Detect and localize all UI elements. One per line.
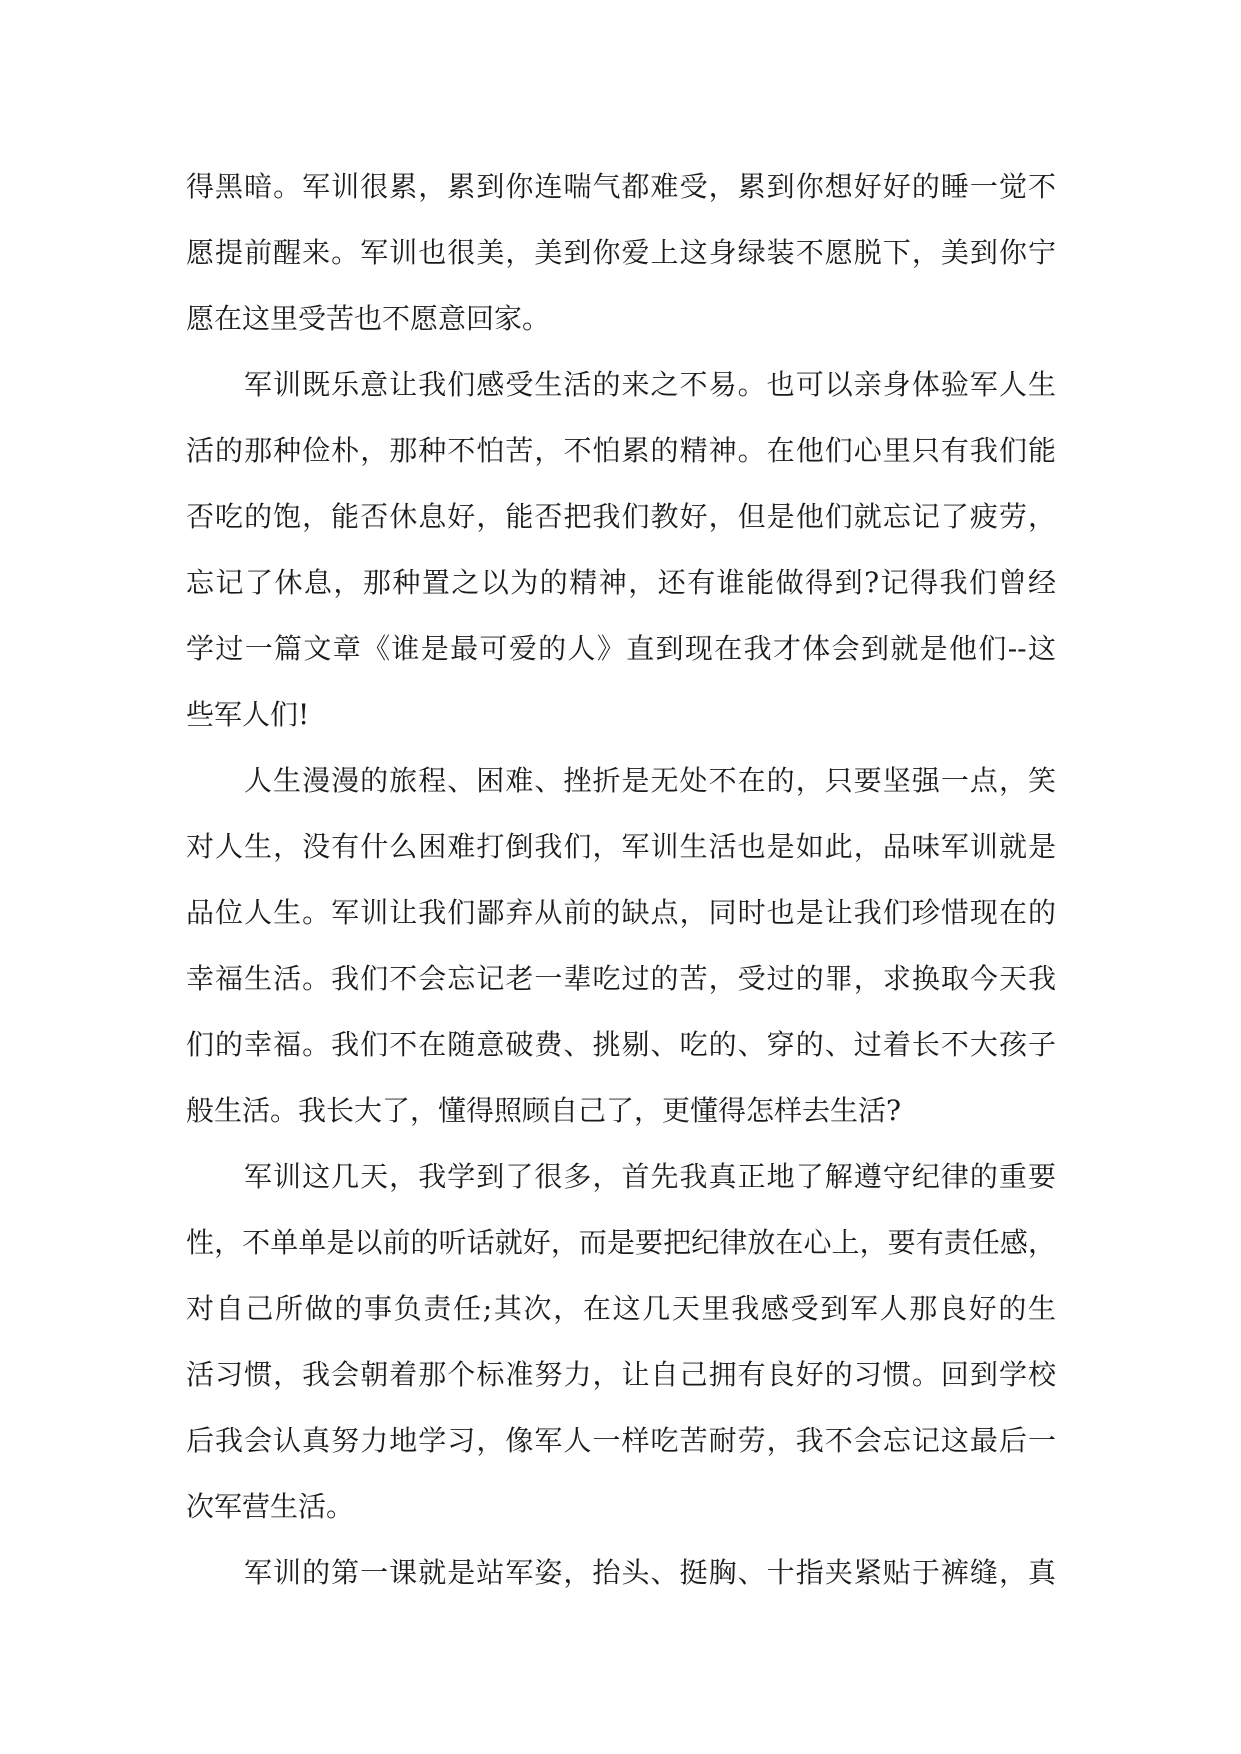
- text-line: 品位人生。军训让我们鄙弃从前的缺点，同时也是让我们珍惜现在的: [186, 896, 1056, 929]
- text-line: 得黑暗。军训很累，累到你连喘气都难受，累到你想好好的睡一觉不: [186, 170, 1056, 203]
- paragraph-first-line: 人生漫漫的旅程、困难、挫折是无处不在的，只要坚强一点，笑: [244, 764, 1056, 797]
- text-line: 忘记了休息，那种置之以为的精神，还有谁能做得到?记得我们曾经: [186, 566, 1056, 599]
- text-line: 性，不单单是以前的听话就好，而是要把纪律放在心上，要有责任感，: [186, 1226, 1056, 1259]
- text-line: 对人生，没有什么困难打倒我们，军训生活也是如此，品味军训就是: [186, 830, 1056, 863]
- text-line: 愿在这里受苦也不愿意回家。: [186, 302, 551, 335]
- text-line: 后我会认真努力地学习，像军人一样吃苦耐劳，我不会忘记这最后一: [186, 1424, 1056, 1457]
- paragraph-first-line: 军训的第一课就是站军姿，抬头、挺胸、十指夹紧贴于裤缝，真: [244, 1556, 1056, 1589]
- text-line: 否吃的饱，能否休息好，能否把我们教好，但是他们就忘记了疲劳，: [186, 500, 1056, 533]
- text-line: 活的那种俭朴，那种不怕苦，不怕累的精神。在他们心里只有我们能: [186, 434, 1056, 467]
- paragraph-first-line: 军训既乐意让我们感受生活的来之不易。也可以亲身体验军人生: [244, 368, 1056, 401]
- text-line: 活习惯，我会朝着那个标准努力，让自己拥有良好的习惯。回到学校: [186, 1358, 1056, 1391]
- text-line: 学过一篇文章《谁是最可爱的人》直到现在我才体会到就是他们--这: [186, 632, 1056, 665]
- text-line: 些军人们!: [186, 698, 310, 731]
- text-line: 对自己所做的事负责任;其次，在这几天里我感受到军人那良好的生: [186, 1292, 1056, 1325]
- document-body: [186, 154, 1056, 1606]
- text-line: 们的幸福。我们不在随意破费、挑剔、吃的、穿的、过着长不大孩子: [186, 1028, 1056, 1061]
- paragraph-first-line: 军训这几天，我学到了很多，首先我真正地了解遵守纪律的重要: [244, 1160, 1056, 1193]
- text-line: 次军营生活。: [186, 1490, 355, 1523]
- text-line: 幸福生活。我们不会忘记老一辈吃过的苦，受过的罪，求换取今天我: [186, 962, 1056, 995]
- text-line: 般生活。我长大了，懂得照顾自己了，更懂得怎样去生活?: [186, 1094, 902, 1127]
- text-line: 愿提前醒来。军训也很美，美到你爱上这身绿装不愿脱下，美到你宁: [186, 236, 1056, 269]
